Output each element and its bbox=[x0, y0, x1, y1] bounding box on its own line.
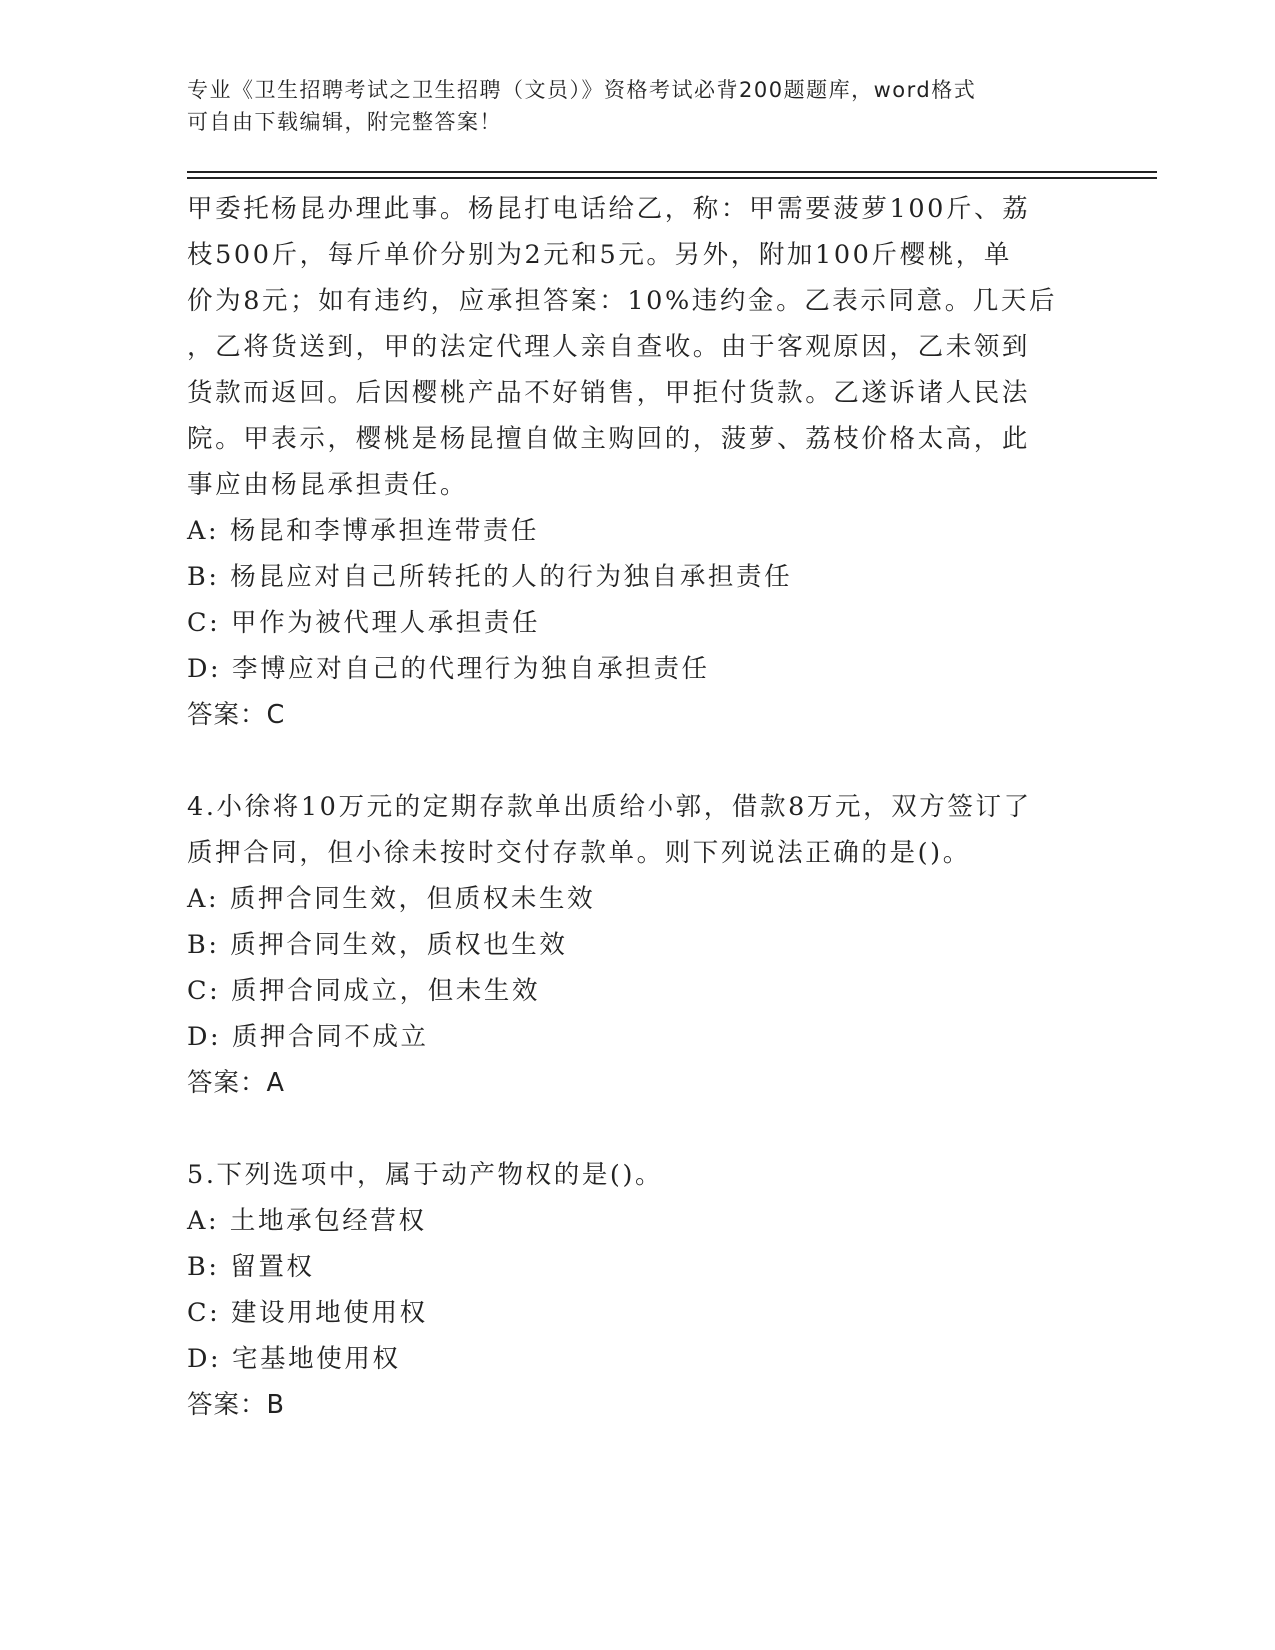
option-b: B: 留置权 bbox=[187, 1252, 315, 1282]
question-stem-line: 货款而返回。后因樱桃产品不好销售，甲拒付货款。乙遂诉诸人民法 bbox=[187, 378, 1031, 408]
option-c: C: 质押合同成立，但未生效 bbox=[187, 976, 541, 1006]
question-stem-line: 5.下列选项中，属于动产物权的是()。 bbox=[187, 1160, 664, 1190]
option-c: C: 建设用地使用权 bbox=[187, 1298, 428, 1328]
question-stem-line: 4.小徐将10万元的定期存款单出质给小郭，借款8万元，双方签订了 bbox=[187, 792, 1032, 822]
question-stem-line: 枝500斤，每斤单价分别为2元和5元。另外，附加100斤樱桃，单 bbox=[187, 240, 1012, 270]
option-b: B: 质押合同生效，质权也生效 bbox=[187, 930, 568, 960]
option-c: C: 甲作为被代理人承担责任 bbox=[187, 608, 541, 638]
option-a: A: 土地承包经营权 bbox=[187, 1206, 427, 1236]
document-header bbox=[187, 74, 1067, 138]
question-content bbox=[187, 186, 1087, 1428]
answer-line: 答案：C bbox=[187, 700, 286, 730]
option-a: A: 质押合同生效，但质权未生效 bbox=[187, 884, 596, 914]
option-d: D: 质押合同不成立 bbox=[187, 1022, 429, 1052]
question-stem-line: ，乙将货送到，甲的法定代理人亲自查收。由于客观原因，乙未领到 bbox=[187, 332, 1031, 362]
question-stem-line: 价为8元；如有违约，应承担答案：10%违约金。乙表示同意。几天后 bbox=[187, 286, 1058, 316]
header-rule-top bbox=[187, 171, 1157, 173]
question-stem-line: 院。甲表示，樱桃是杨昆擅自做主购回的，菠萝、荔枝价格太高，此 bbox=[187, 424, 1031, 454]
option-b: B: 杨昆应对自己所转托的人的行为独自承担责任 bbox=[187, 562, 793, 592]
answer-line: 答案：A bbox=[187, 1068, 285, 1098]
question-spacer bbox=[187, 738, 1087, 784]
option-d: D: 宅基地使用权 bbox=[187, 1344, 401, 1374]
option-d: D: 李博应对自己的代理行为独自承担责任 bbox=[187, 654, 710, 684]
question-5 bbox=[187, 1152, 1087, 1428]
question-3 bbox=[187, 186, 1087, 738]
header-line-2: 可自由下载编辑，附完整答案！ bbox=[187, 110, 502, 134]
question-stem-line: 质押合同，但小徐未按时交付存款单。则下列说法正确的是()。 bbox=[187, 838, 971, 868]
question-stem-line: 甲委托杨昆办理此事。杨昆打电话给乙，称：甲需要菠萝100斤、荔 bbox=[187, 194, 1031, 224]
question-stem-line: 事应由杨昆承担责任。 bbox=[187, 470, 469, 500]
question-spacer bbox=[187, 1106, 1087, 1152]
option-a: A: 杨昆和李博承担连带责任 bbox=[187, 516, 540, 546]
answer-line: 答案：B bbox=[187, 1390, 285, 1420]
header-line-1: 专业《卫生招聘考试之卫生招聘（文员）》资格考试必背200题题库，word格式 bbox=[187, 78, 977, 102]
question-4 bbox=[187, 784, 1087, 1106]
header-rule-bottom bbox=[187, 177, 1157, 179]
